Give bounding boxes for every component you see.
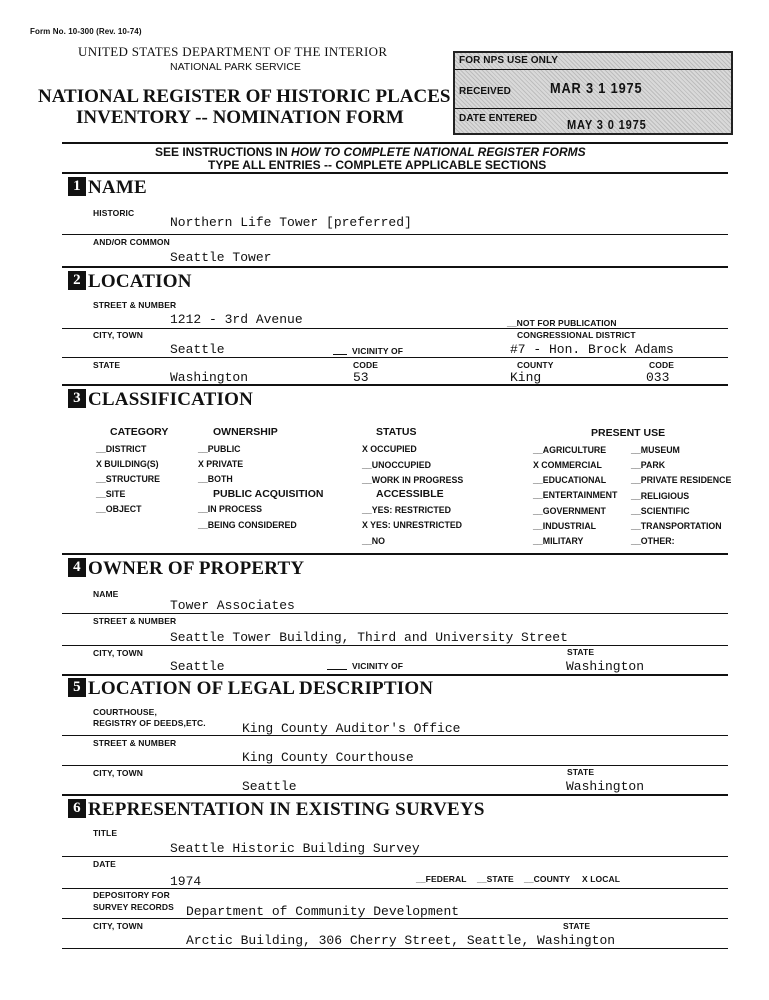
historic-label: HISTORIC (93, 208, 135, 218)
survey-date: 1974 (170, 874, 202, 889)
survey-city: Arctic Building, 306 Cherry Street, Seattle, Washington (186, 933, 616, 948)
common-name: Seattle Tower (170, 250, 272, 265)
section-2-heading: 2 LOCATION (68, 271, 192, 293)
owner-street-label: STREET & NUMBER (93, 616, 177, 626)
acquisition-option: __IN PROCESS (198, 504, 263, 514)
state-label: STATE (93, 360, 121, 370)
legal-state: Washington (566, 779, 645, 794)
service: NATIONAL PARK SERVICE (170, 61, 301, 73)
entered-stamp: MAY 3 0 1975 (567, 117, 647, 132)
category-option: __SITE (96, 489, 126, 499)
state-value: Washington (170, 370, 249, 385)
survey-records-label: SURVEY RECORDS (93, 902, 174, 912)
use-option: __GOVERNMENT (533, 506, 606, 516)
form-number: Form No. 10-300 (Rev. 10-74) (30, 27, 142, 36)
present-use-heading: PRESENT USE (591, 427, 666, 439)
use-option: __INDUSTRIAL (533, 521, 597, 531)
vicinity-label: VICINITY OF (352, 346, 404, 356)
ownership-option: X PRIVATE (198, 459, 244, 469)
courthouse-value: King County Auditor's Office (242, 721, 461, 736)
owner-city: Seattle (170, 659, 225, 674)
owner-state-label: STATE (567, 647, 595, 657)
section-4-heading: 4 OWNER OF PROPERTY (68, 558, 304, 580)
status-heading: STATUS (376, 426, 417, 438)
common-label: AND/OR COMMON (93, 237, 170, 247)
section-6-heading: 6 REPRESENTATION IN EXISTING SURVEYS (68, 799, 485, 821)
category-option: X BUILDING(S) (96, 459, 159, 469)
use-option: __MILITARY (533, 536, 584, 546)
code-label: CODE (353, 360, 378, 370)
federal-option: __FEDERAL (416, 874, 467, 884)
status-option: __UNOCCUPIED (362, 460, 431, 470)
use-option: __ENTERTAINMENT (533, 490, 618, 500)
state-option: __STATE (477, 874, 514, 884)
county-option: __COUNTY (524, 874, 571, 884)
use-option: __AGRICULTURE (533, 445, 607, 455)
form-title-1: NATIONAL REGISTER OF HISTORIC PLACES (38, 86, 451, 107)
owner-state: Washington (566, 659, 645, 674)
congressional-label: CONGRESSIONAL DISTRICT (517, 330, 636, 340)
use-option: __OTHER: (631, 536, 675, 546)
use-option: __EDUCATIONAL (533, 475, 607, 485)
acquisition-heading: PUBLIC ACQUISITION (213, 488, 324, 500)
department: UNITED STATES DEPARTMENT OF THE INTERIOR (78, 44, 388, 59)
owner-city-label: CITY, TOWN (93, 648, 143, 658)
category-option: __STRUCTURE (96, 474, 161, 484)
use-option: __MUSEUM (631, 445, 680, 455)
ownership-option: __PUBLIC (198, 444, 241, 454)
nps-use-box (453, 51, 733, 135)
nps-label: FOR NPS USE ONLY (459, 55, 559, 66)
legal-street: King County Courthouse (242, 750, 414, 765)
survey-title: Seattle Historic Building Survey (170, 841, 420, 856)
congressional-value: #7 - Hon. Brock Adams (510, 342, 674, 357)
legal-state-label: STATE (567, 767, 595, 777)
use-option: __PARK (631, 460, 666, 470)
code2-label: CODE (649, 360, 674, 370)
registry-label: REGISTRY OF DEEDS,ETC. (93, 718, 206, 728)
legal-street-label: STREET & NUMBER (93, 738, 177, 748)
category-option: __OBJECT (96, 504, 142, 514)
use-option: __SCIENTIFIC (631, 506, 690, 516)
status-option: X OCCUPIED (362, 444, 417, 454)
legal-city: Seattle (242, 779, 297, 794)
depository-label: DEPOSITORY FOR (93, 890, 170, 900)
owner-street: Seattle Tower Building, Third and University Street (170, 630, 568, 645)
ownership-heading: OWNERSHIP (213, 426, 278, 438)
accessible-option: __YES: RESTRICTED (362, 505, 451, 515)
code2-value: 033 (646, 370, 670, 385)
city-value: Seattle (170, 342, 225, 357)
received-stamp: MAR 3 1 1975 (550, 80, 643, 97)
accessible-option: X YES: UNRESTRICTED (362, 520, 463, 530)
accessible-option: __NO (362, 536, 385, 546)
city-label: CITY, TOWN (93, 330, 143, 340)
street-value: 1212 - 3rd Avenue (170, 312, 303, 327)
entered-label: DATE ENTERED (459, 113, 538, 124)
category-heading: CATEGORY (110, 426, 169, 438)
county-value: King (510, 370, 542, 385)
street-label: STREET & NUMBER (93, 300, 177, 310)
survey-state-label: STATE (563, 921, 591, 931)
ownership-option: __BOTH (198, 474, 233, 484)
received-label: RECEIVED (459, 86, 511, 97)
courthouse-label: COURTHOUSE, (93, 707, 157, 717)
acquisition-option: __BEING CONSIDERED (198, 520, 297, 530)
survey-date-label: DATE (93, 859, 116, 869)
not-for-publication: __NOT FOR PUBLICATION (507, 318, 617, 328)
form-title-2: INVENTORY -- NOMINATION FORM (76, 107, 404, 128)
status-option: __WORK IN PROGRESS (362, 475, 464, 485)
section-5-heading: 5 LOCATION OF LEGAL DESCRIPTION (68, 678, 433, 700)
local-option: X LOCAL (582, 874, 621, 884)
survey-title-label: TITLE (93, 828, 118, 838)
instructions-line-2: TYPE ALL ENTRIES -- COMPLETE APPLICABLE SECTIONS (208, 158, 547, 172)
use-option: __TRANSPORTATION (631, 521, 722, 531)
legal-city-label: CITY, TOWN (93, 768, 143, 778)
owner-name: Tower Associates (170, 598, 295, 613)
use-option: __RELIGIOUS (631, 491, 690, 501)
category-option: __DISTRICT (96, 444, 147, 454)
owner-vicinity: VICINITY OF (352, 661, 404, 671)
code-value: 53 (353, 370, 369, 385)
section-3-heading: 3 CLASSIFICATION (68, 389, 253, 411)
depository-value: Department of Community Development (186, 904, 460, 919)
owner-name-label: NAME (93, 589, 119, 599)
survey-city-label: CITY, TOWN (93, 921, 143, 931)
section-1-heading: 1 NAME (68, 177, 147, 199)
historic-name: Northern Life Tower [preferred] (170, 215, 412, 230)
instructions-line-1: SEE INSTRUCTIONS IN HOW TO COMPLETE NATIONAL REGISTER FORMS (155, 145, 586, 159)
use-option: __PRIVATE RESIDENCE (631, 475, 732, 485)
use-option: X COMMERCIAL (533, 460, 602, 470)
county-label: COUNTY (517, 360, 554, 370)
accessible-heading: ACCESSIBLE (376, 488, 444, 500)
